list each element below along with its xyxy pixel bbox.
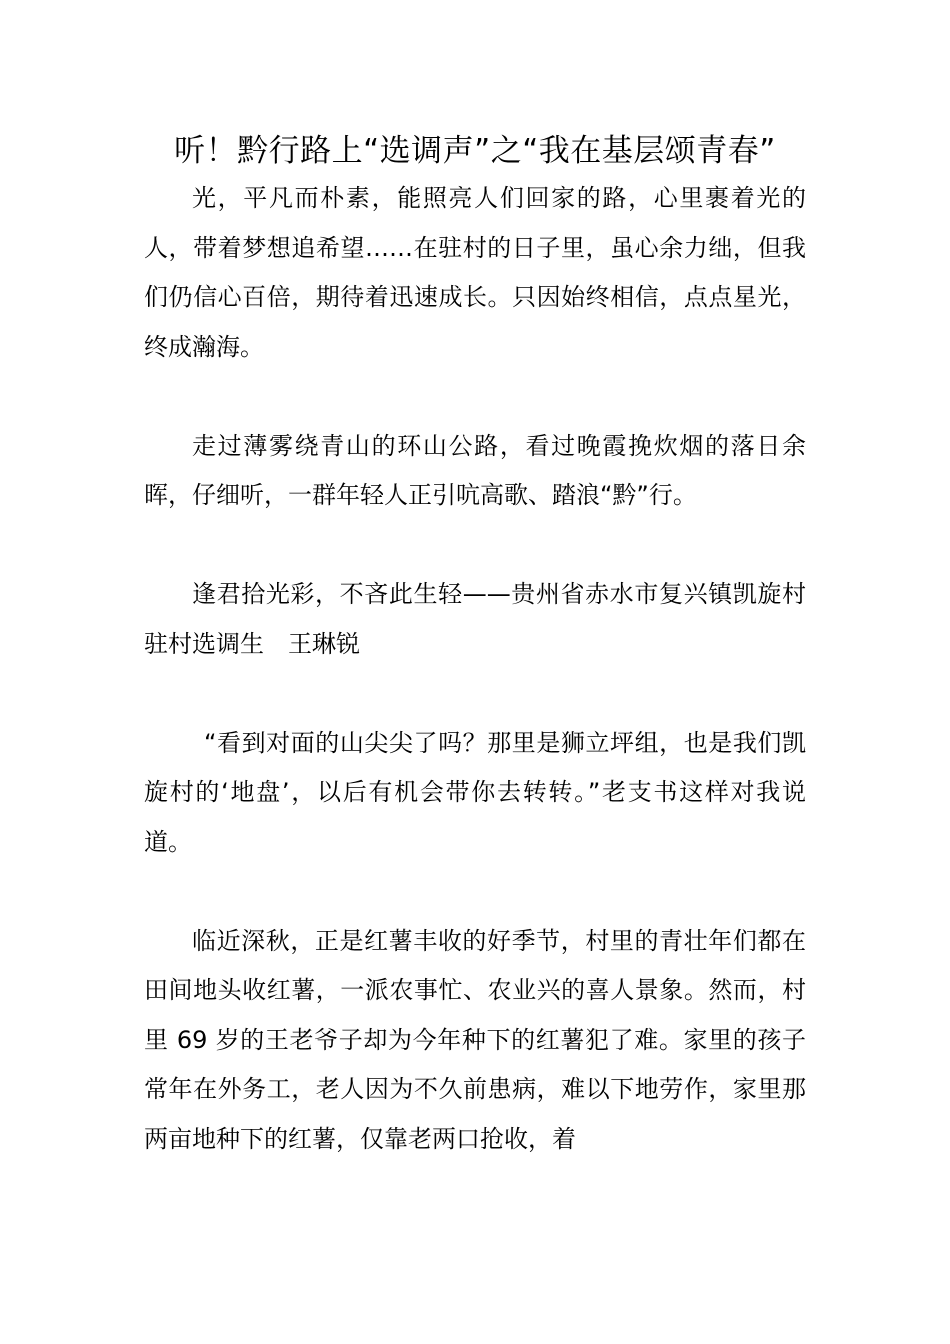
paragraph-intro: 光，平凡而朴素，能照亮人们回家的路，心里裹着光的人，带着梦想追希望……在驻村的日子里，虽心余力绌，但我们仍信心百倍，期待着迅速成长。只因始终相信，点点星光，终成瀚海。 <box>144 184 806 361</box>
paragraph-harvest: 临近深秋，正是红薯丰收的好季节，村里的青壮年们都在田间地头收红薯，一派农事忙、农业兴的喜人景象。然而，村里 69 岁的王老爷子却为今年种下的红薯犯了难。家里的孩子常年在外务工，老人因为不久前患病，难以下地劳作，家里那两亩地种下的红薯，仅靠老两口抢收，着 <box>144 926 806 1153</box>
paragraph-road: 走过薄雾绕青山的环山公路，看过晚霞挽炊烟的落日余晖，仔细听，一群年轻人正引吭高歌、踏浪“黔”行。 <box>144 431 806 509</box>
paragraph-quote: “看到对面的山尖尖了吗？那里是狮立坪组，也是我们凯旋村的‘地盘’，以后有机会带你去转转。”老支书这样对我说道。 <box>144 728 806 856</box>
document-title: 听！黔行路上“选调声”之“我在基层颂青春” <box>174 133 776 169</box>
paragraph-spacer <box>144 867 806 917</box>
paragraph-section-heading: 逢君拾光彩，不吝此生轻——贵州省赤水市复兴镇凯旋村驻村选调生 王琳锐 <box>144 580 806 658</box>
paragraph-spacer <box>144 669 806 719</box>
document-page <box>144 128 806 1164</box>
paragraph-spacer <box>144 521 806 571</box>
paragraph-spacer <box>144 372 806 422</box>
